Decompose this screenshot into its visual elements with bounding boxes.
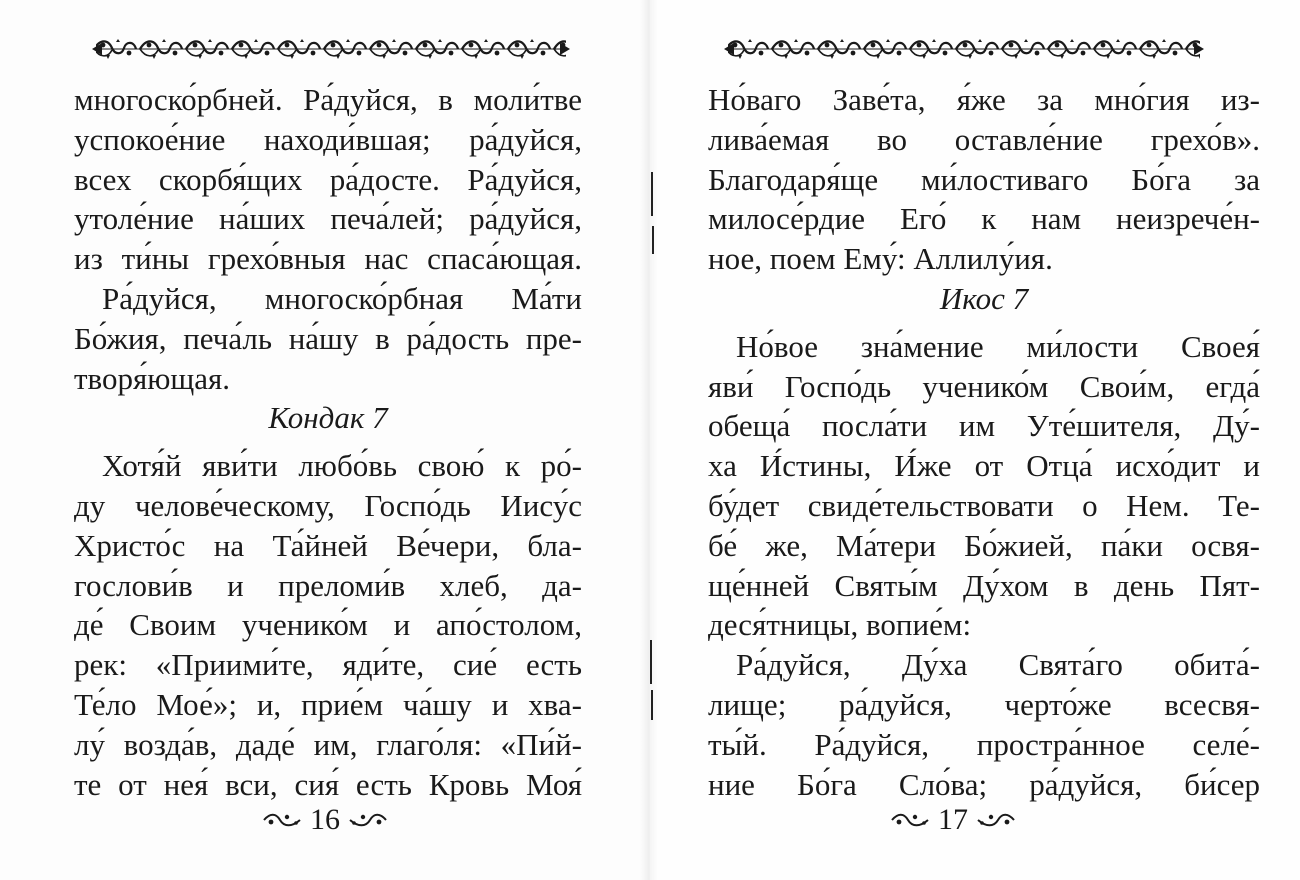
text-line: Хотя́й яви́ти любо́вь свою́ к ро́- bbox=[102, 448, 582, 484]
ikos-heading: Икос 7 bbox=[939, 280, 1029, 316]
text-line: лу́ возда́в, даде́ им, глаго́ля: «Пи́й- bbox=[74, 726, 582, 762]
text-line: ду челове́ческому, Госпо́дь Иису́с bbox=[74, 487, 582, 523]
page-number: 16 bbox=[310, 803, 340, 836]
right-page-text bbox=[708, 80, 1260, 804]
fleuron-right-icon bbox=[976, 812, 1016, 828]
text-line: ха И́стины, И́же от Отца́ исхо́дит и bbox=[708, 448, 1260, 484]
left-page bbox=[0, 0, 648, 880]
text-line: гослови́в и преломи́в хлеб, да- bbox=[74, 567, 582, 603]
text-line: Христо́с на Та́йней Ве́чери, бла- bbox=[74, 527, 582, 563]
text-line: ты́й. Ра́дуйся, простра́нное селе́- bbox=[708, 726, 1260, 762]
text-line: всех скорбя́щих ра́досте. Ра́дуйся, bbox=[74, 161, 582, 197]
left-page-text bbox=[74, 80, 582, 804]
page-number-footer bbox=[878, 800, 1028, 840]
text-line: Но́ваго Заве́та, я́же за мно́гия из- bbox=[708, 82, 1260, 117]
right-page bbox=[648, 0, 1300, 880]
text-line: утоле́ние на́ших печа́лей; ра́дуйся, bbox=[74, 201, 582, 237]
text-line: Те́ло Мое́»; и, прие́м ча́шу и хва- bbox=[74, 686, 582, 722]
text-line: рек: «Приими́те, яди́те, сие́ есть bbox=[74, 647, 582, 683]
binding-stitch bbox=[651, 172, 653, 216]
fleuron-right-icon bbox=[348, 812, 388, 828]
kondak-heading: Кондак 7 bbox=[268, 400, 388, 436]
text-line: Ра́дуйся, Ду́ха Свята́го обита́- bbox=[736, 647, 1260, 683]
text-line: те от нея́ вси, сия́ есть Кровь Моя́ bbox=[74, 766, 582, 802]
text-line: обеща́ посла́ти им Уте́шителя, Ду́- bbox=[708, 408, 1260, 444]
spacer bbox=[708, 319, 1260, 327]
text-line: деся́тницы, вопие́м: bbox=[708, 607, 972, 643]
book-gutter bbox=[640, 0, 658, 880]
text-line: Бо́жия, печа́ль на́шу в ра́дость пре- bbox=[74, 320, 582, 356]
text-line: многоско́рбней. Ра́дуйся, в моли́тве bbox=[74, 82, 582, 117]
text-line: ще́нней Святы́м Ду́хом в день Пят- bbox=[708, 567, 1260, 603]
text-line: из ти́ны грехо́вныя нас спаса́ющая. bbox=[74, 241, 582, 277]
text-line: Благодаря́ще ми́лостиваго Бо́га за bbox=[708, 161, 1260, 197]
text-line: де́ Своим ученико́м и апо́столом, bbox=[74, 607, 582, 643]
page-number-footer bbox=[250, 800, 400, 840]
binding-stitch bbox=[652, 226, 654, 254]
text-line: милосе́рдие Его́ к нам неизрече́н- bbox=[708, 201, 1260, 237]
page-number: 17 bbox=[938, 803, 968, 836]
text-line: творя́ющая. bbox=[74, 360, 231, 396]
text-line: бе́ же, Ма́тери Бо́жией, па́ки освя- bbox=[708, 527, 1260, 563]
binding-stitch bbox=[651, 690, 653, 720]
text-line: лище; ра́дуйся, черто́же всесвя- bbox=[708, 686, 1260, 722]
text-line: ние Бо́га Сло́ва; ра́дуйся, би́сер bbox=[708, 766, 1260, 802]
text-line: лива́емая во оставле́ние грехо́в». bbox=[708, 121, 1260, 157]
text-line: бу́дет свиде́тельствовати о Нем. Те- bbox=[708, 487, 1260, 523]
spacer bbox=[74, 438, 582, 446]
text-line: Но́вое зна́мение ми́лости Своея́ bbox=[736, 328, 1260, 364]
text-line: Ра́дуйся, многоско́рбная Ма́ти bbox=[102, 280, 582, 316]
text-line: яви́ Госпо́дь ученико́м Свои́м, егда́ bbox=[708, 368, 1260, 404]
ornamental-header-icon bbox=[724, 36, 1204, 62]
text-line: успокое́ние находи́вшая; ра́дуйся, bbox=[74, 121, 582, 157]
text-line: ное, поем Ему́: Аллилу́ия. bbox=[708, 241, 1053, 277]
fleuron-left-icon bbox=[262, 812, 302, 828]
binding-stitch bbox=[650, 640, 652, 684]
fleuron-left-icon bbox=[890, 812, 930, 828]
ornamental-header-icon bbox=[92, 36, 570, 62]
